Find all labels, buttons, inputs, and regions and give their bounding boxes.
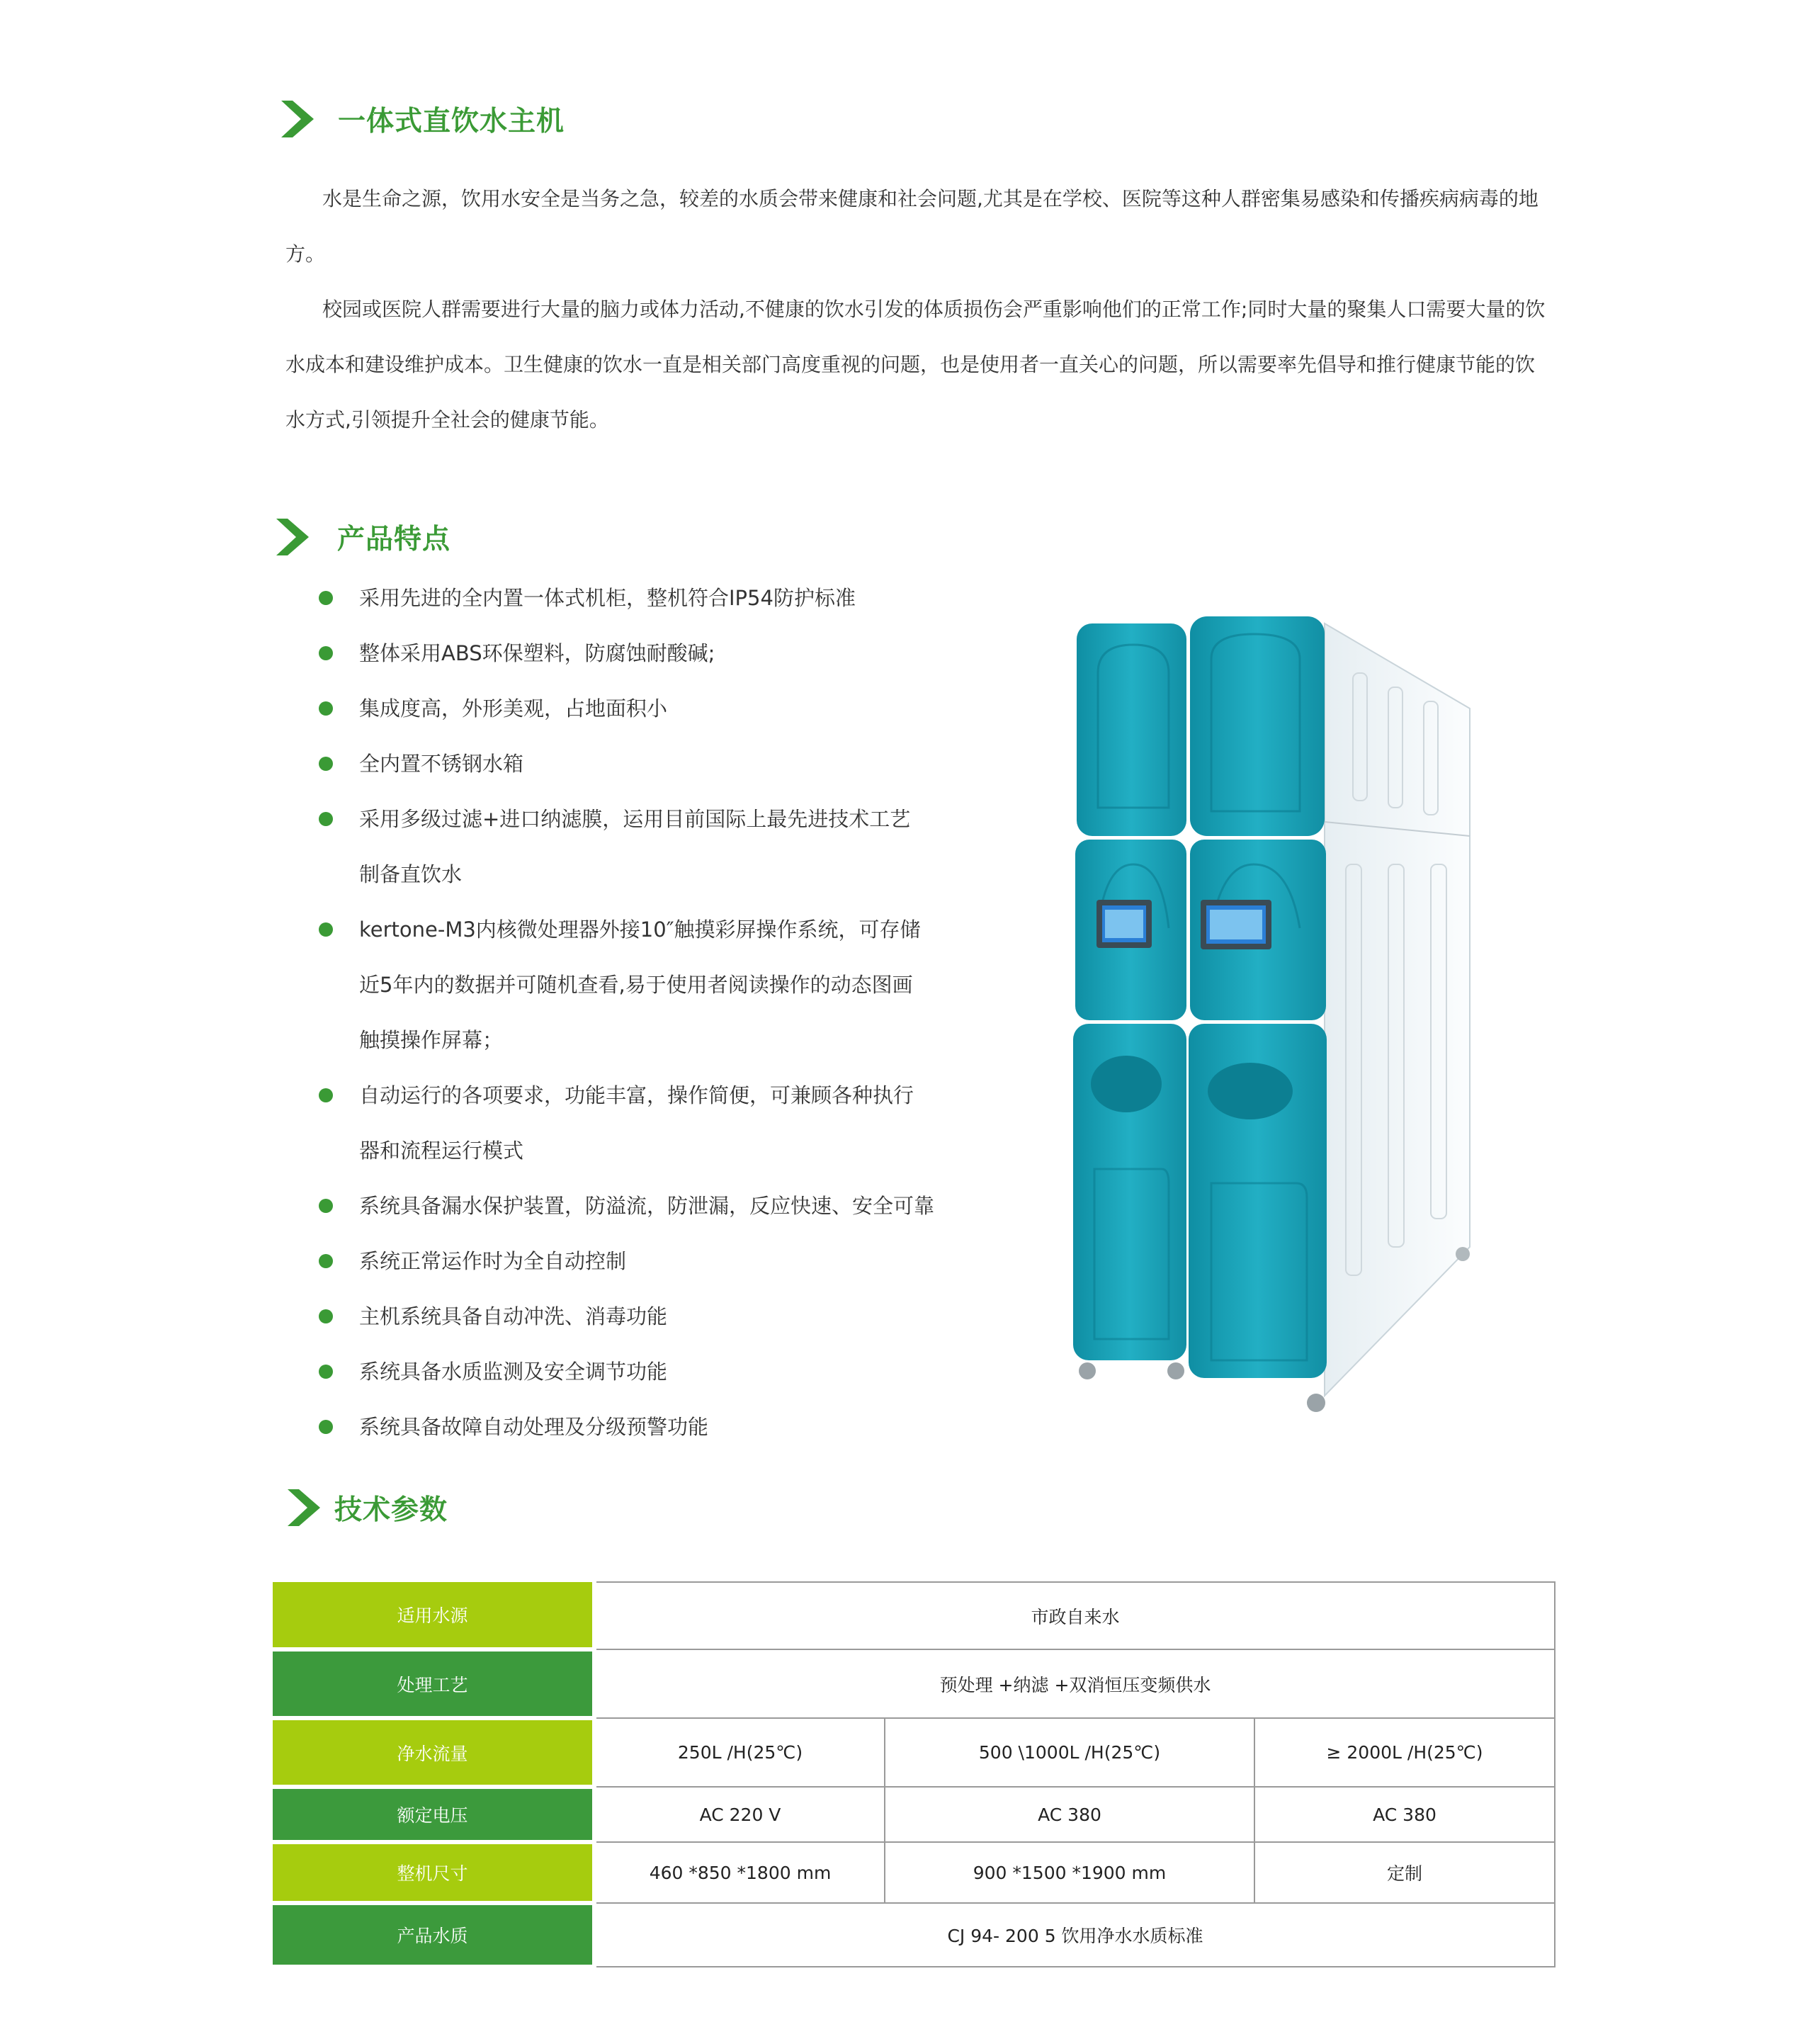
spec-label-size: 整机尺寸 [273,1842,594,1903]
feature-list [319,570,1027,1455]
table-row [273,1582,1555,1649]
feature-item: 主机系统具备自动冲洗、消毒功能 [319,1289,997,1344]
chevron-right-icon [275,517,310,557]
table-row [273,1718,1555,1787]
bullet-icon [319,922,333,937]
spec-label-process: 处理工艺 [273,1649,594,1718]
bullet-icon [319,1254,333,1268]
spec-value-voltage-1: AC 220 V [594,1787,885,1842]
section-header-specs [286,1488,448,1528]
spec-value-voltage-3: AC 380 [1254,1787,1555,1842]
feature-item: 自动运行的各项要求，功能丰富，操作简便，可兼顾各种执行器和流程运行模式 [319,1068,926,1178]
spec-label-voltage: 额定电压 [273,1787,594,1842]
bullet-icon [319,1199,333,1213]
feature-item: 系统具备水质监测及安全调节功能 [319,1344,997,1399]
bullet-icon [319,812,333,826]
spec-value-size-1: 460 *850 *1800 mm [594,1842,885,1903]
bullet-icon [319,591,333,605]
bullet-icon [319,1309,333,1323]
features-title: 产品特点 [337,524,451,555]
bullet-icon [319,757,333,771]
bullet-icon [319,1088,333,1102]
bullet-icon [319,1365,333,1379]
spec-value-flow-3: ≥ 2000L /H(25℃) [1254,1718,1555,1787]
spec-label-source: 适用水源 [273,1582,594,1649]
feature-item: 系统具备漏水保护装置，防溢流，防泄漏，反应快速、安全可靠 [319,1178,1039,1233]
water-dispenser-image [1055,595,1480,1417]
chevron-right-icon [286,1488,322,1528]
specs-title: 技术参数 [334,1494,448,1526]
section-header-intro [280,99,565,139]
table-row [273,1842,1555,1903]
feature-item: 集成度高，外形美观，占地面积小 [319,681,997,736]
feature-item: 系统正常运作时为全自动控制 [319,1233,997,1289]
feature-item: kertone-M3内核微处理器外接10″触摸彩屏操作系统，可存储近5年内的数据并可随机查看,易于使用者阅读操作的动态图画触摸操作屏幕； [319,902,926,1068]
intro-paragraph-1: 水是生命之源，饮用水安全是当务之急，较差的水质会带来健康和社会问题,尤其是在学校、医院等这种人群密集易感染和传播疾病病毒的地方。 [285,187,1538,266]
bullet-icon [319,701,333,716]
spec-value-flow-2: 500 \1000L /H(25℃) [885,1718,1254,1787]
specs-table [273,1581,1556,1969]
table-row [273,1649,1555,1718]
spec-label-flow: 净水流量 [273,1718,594,1787]
bullet-icon [319,1420,333,1434]
table-row [273,1787,1555,1842]
intro-paragraph-2: 校园或医院人群需要进行大量的脑力或体力活动,不健康的饮水引发的体质损伤会严重影响他们的正常工作;同时大量的聚集人口需要大量的饮水成本和建设维护成本。卫生健康的饮水一直是相关部门高度重视的问题，也是使用者一直关心的问题，所以需要率先倡导和推行健康节能的饮水方式,引领提升全社会的健康节能。 [285,298,1546,431]
spec-value-quality: CJ 94- 200 5 饮用净水水质标准 [594,1903,1555,1967]
intro-title: 一体式直饮水主机 [338,106,565,137]
bullet-icon [319,646,333,660]
feature-item: 采用先进的全内置一体式机柜，整机符合IP54防护标准 [319,570,997,626]
intro-text [285,171,1553,448]
spec-value-voltage-2: AC 380 [885,1787,1254,1842]
feature-item: 全内置不锈钢水箱 [319,736,997,791]
spec-value-flow-1: 250L /H(25℃) [594,1718,885,1787]
feature-item: 系统具备故障自动处理及分级预警功能 [319,1399,997,1455]
section-header-features [275,517,450,557]
table-row [273,1903,1555,1967]
spec-value-process: 预处理 +纳滤 +双消恒压变频供水 [594,1649,1555,1718]
feature-item: 整体采用ABS环保塑料，防腐蚀耐酸碱; [319,626,997,681]
spec-label-quality: 产品水质 [273,1903,594,1967]
spec-value-size-2: 900 *1500 *1900 mm [885,1842,1254,1903]
spec-value-size-3: 定制 [1254,1842,1555,1903]
feature-item: 采用多级过滤+进口纳滤膜，运用目前国际上最先进技术工艺制备直饮水 [319,791,926,902]
spec-value-source: 市政自来水 [594,1582,1555,1649]
chevron-right-icon [280,99,315,139]
